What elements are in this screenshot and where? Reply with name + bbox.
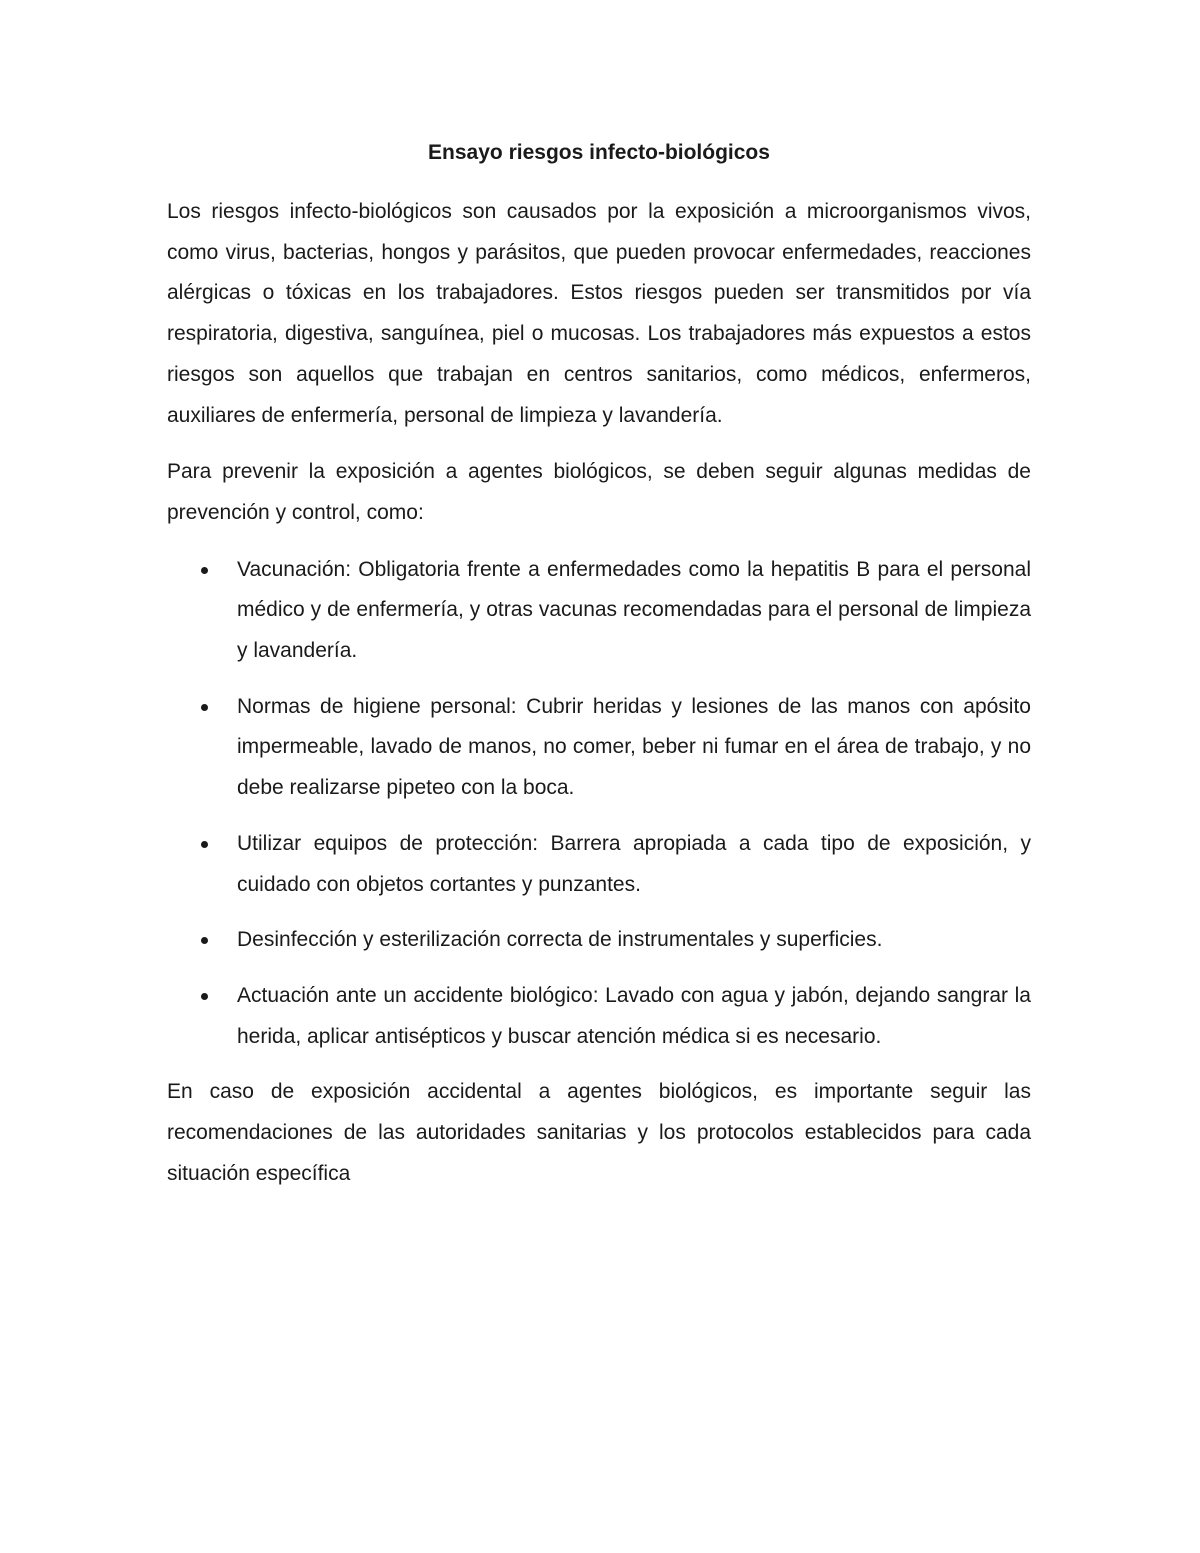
intro-paragraph: Los riesgos infecto-biológicos son causados por la exposición a microorganismos vivos, como virus, bacterias, hongos y parásitos, que pueden provocar enfermedades, reacciones alérgicas o tóxicas en los trabajadores. Estos riesgos pueden ser transmitidos por vía respiratoria, digestiva, sanguínea, piel o mucosas. Los trabajadores más expuestos a estos riesgos son aquellos que trabajan en centros sanitarios, como médicos, enfermeros, auxiliares de enfermería, personal de limpieza y lavandería. [167, 200, 1031, 427]
prevention-intro-paragraph: Para prevenir la exposición a agentes biológicos, se deben seguir algunas medidas de prevención y control, como: [167, 460, 1031, 524]
list-item-text: Actuación ante un accidente biológico: Lavado con agua y jabón, dejando sangrar la herida, aplicar antisépticos y buscar atención médica si es necesario. [237, 983, 1031, 1048]
document-body [167, 138, 1031, 1210]
bullet-icon [201, 841, 208, 848]
bullet-icon [201, 937, 208, 944]
list-item-desinfeccion [167, 920, 1031, 961]
list-item-vacunacion [167, 550, 1031, 672]
list-item-proteccion [167, 824, 1031, 905]
prevention-measures-list [167, 550, 1031, 1058]
bullet-icon [201, 993, 208, 1000]
list-item-higiene [167, 687, 1031, 809]
list-item-text: Utilizar equipos de protección: Barrera apropiada a cada tipo de exposición, y cuidado con objetos cortantes y punzantes. [237, 831, 1031, 896]
list-item-text: Normas de higiene personal: Cubrir heridas y lesiones de las manos con apósito impermeable, lavado de manos, no comer, beber ni fumar en el área de trabajo, y no debe realizarse pipeteo con la boca. [237, 694, 1031, 800]
list-item-accidente [167, 976, 1031, 1057]
list-item-text: Desinfección y esterilización correcta de instrumentales y superficies. [237, 928, 883, 952]
document-title: Ensayo riesgos infecto-biológicos [428, 141, 770, 164]
closing-paragraph: En caso de exposición accidental a agentes biológicos, es importante seguir las recomendaciones de las autoridades sanitarias y los protocolos establecidos para cada situación específica [167, 1080, 1031, 1185]
bullet-icon [201, 704, 208, 711]
bullet-icon [201, 567, 208, 574]
list-item-text: Vacunación: Obligatoria frente a enfermedades como la hepatitis B para el personal médico y de enfermería, y otras vacunas recomendadas para el personal de limpieza y lavandería. [237, 557, 1031, 663]
